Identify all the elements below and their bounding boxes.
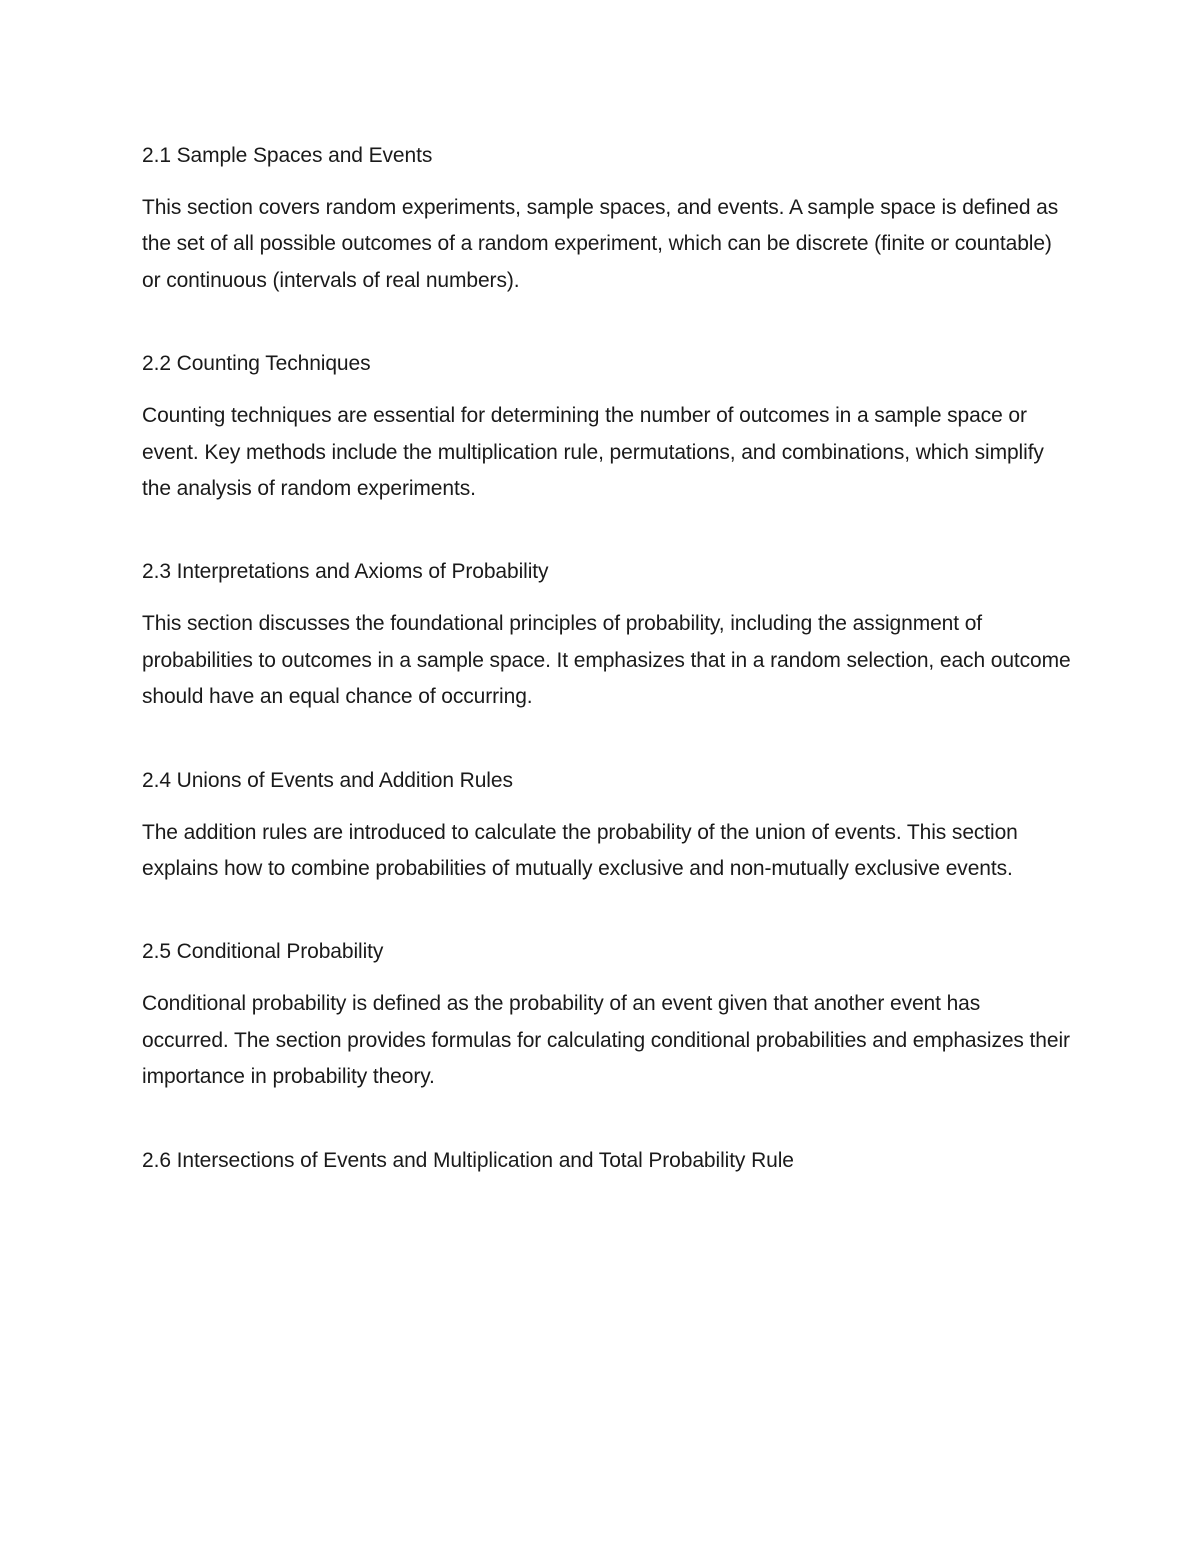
- section-heading: 2.3 Interpretations and Axioms of Probability: [142, 560, 549, 584]
- section-body: Counting techniques are essential for determining the number of outcomes in a sample space or event. Key methods include the multiplication rule, permutations, and combinations, which simplify the analysis of random experiments.: [142, 404, 1044, 501]
- section-body: This section covers random experiments, sample spaces, and events. A sample space is defined as the set of all possible outcomes of a random experiment, which can be discrete (finite or countable) or continuous (intervals of real numbers).: [142, 196, 1059, 292]
- section-heading: 2.4 Unions of Events and Addition Rules: [142, 768, 513, 792]
- section-2-5: [142, 934, 1072, 1095]
- section-2-3: [142, 554, 1072, 715]
- section-heading: 2.2 Counting Techniques: [142, 352, 371, 376]
- section-body: Conditional probability is defined as the probability of an event given that another event has occurred. The section provides formulas for calculating conditional probabilities and emphasizes their importance in probability theory.: [142, 992, 1070, 1089]
- section-heading: 2.1 Sample Spaces and Events: [142, 144, 433, 167]
- document-content: [142, 138, 1072, 1226]
- section-2-1: [142, 138, 1072, 299]
- section-heading: 2.5 Conditional Probability: [142, 940, 384, 964]
- section-2-4: [142, 763, 1072, 888]
- section-body: The addition rules are introduced to calculate the probability of the union of events. This section explains how to combine probabilities of mutually exclusive and non-mutually exclusive events.: [142, 820, 1018, 881]
- section-2-2: [142, 346, 1072, 507]
- section-2-6: [142, 1143, 1072, 1179]
- section-body: This section discusses the foundational principles of probability, including the assignment of probabilities to outcomes in a sample space. It emphasizes that in a random selection, each outcome should have an equal chance of occurring.: [142, 612, 1071, 709]
- section-heading: 2.6 Intersections of Events and Multiplication and Total Probability Rule: [142, 1148, 794, 1172]
